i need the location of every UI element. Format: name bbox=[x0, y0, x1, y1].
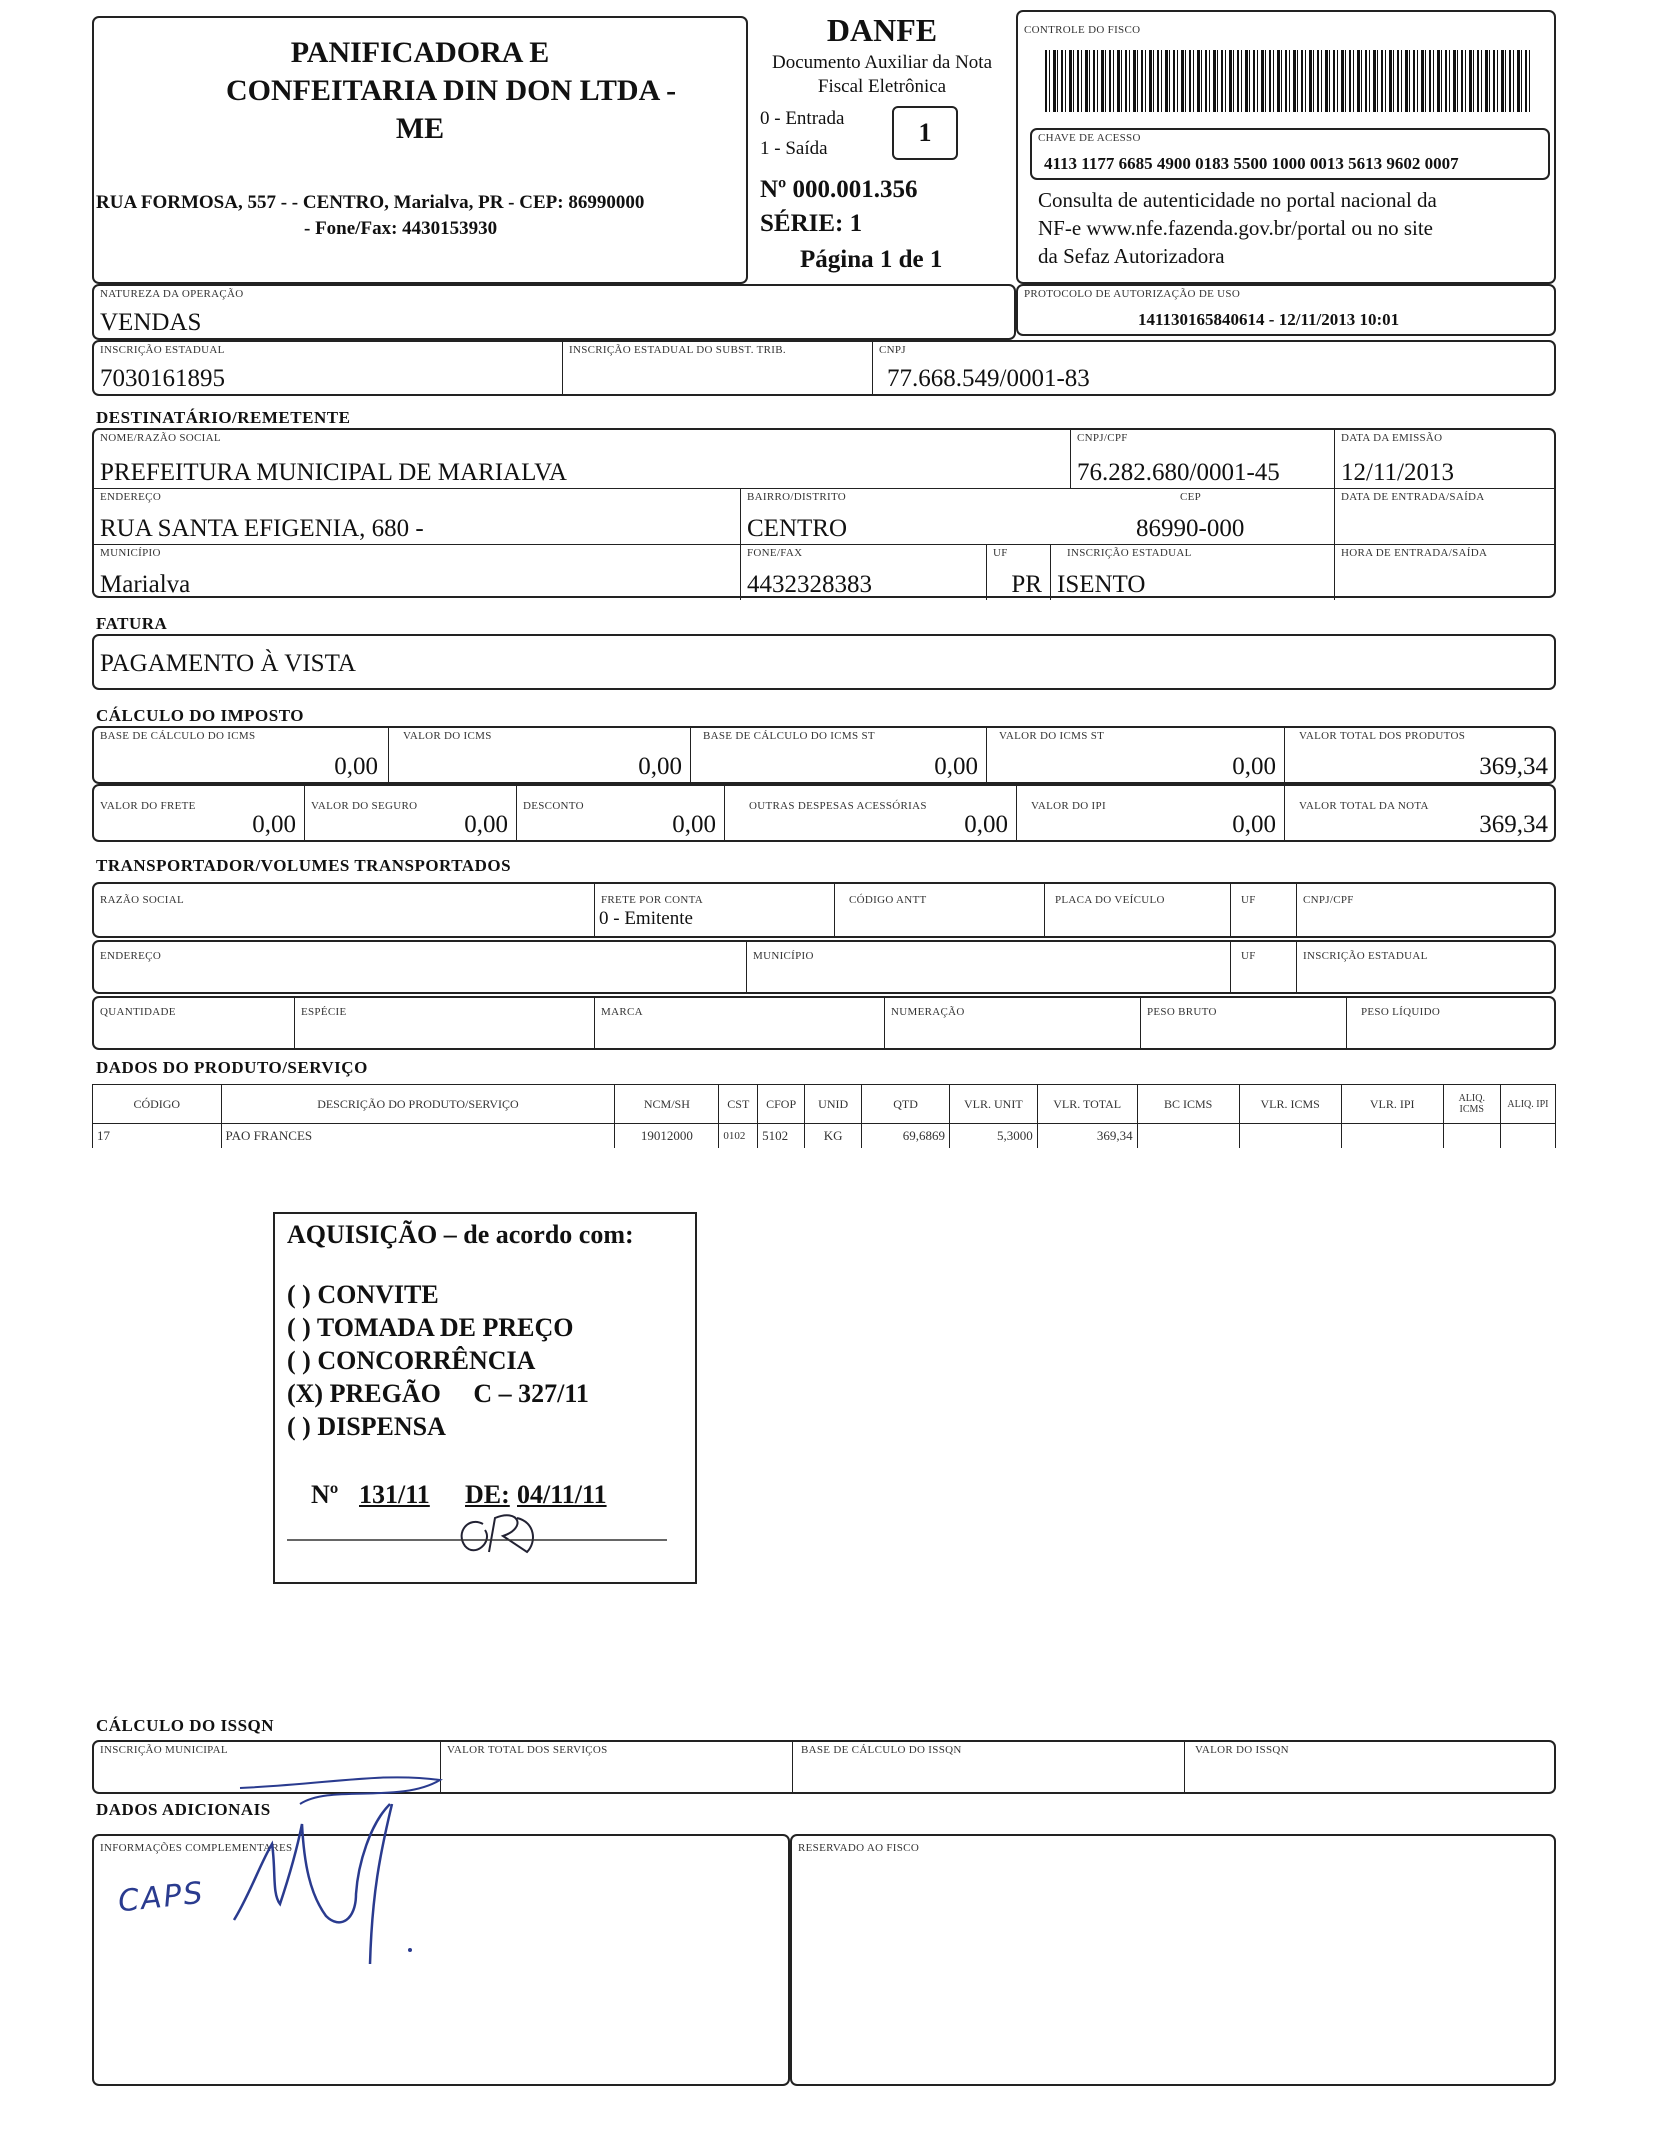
dest-uf-cell bbox=[986, 544, 1050, 600]
cell-cfop: 5102 bbox=[758, 1124, 805, 1149]
emitente-box bbox=[92, 16, 748, 284]
seguro-cell bbox=[304, 786, 516, 840]
dest-endereco-cell bbox=[94, 488, 740, 544]
ie-row bbox=[92, 340, 1556, 396]
frete-cell bbox=[94, 786, 304, 840]
fatura-section-title: FATURA bbox=[96, 614, 168, 633]
protocolo-box bbox=[1016, 284, 1556, 336]
col-ncm: NCM/SH bbox=[615, 1085, 719, 1124]
base-icms-label: BASE DE CÁLCULO DO ICMS bbox=[100, 730, 256, 742]
cell-ncm: 19012000 bbox=[615, 1124, 719, 1149]
transp-frete-value: 0 - Emitente bbox=[599, 908, 693, 929]
dest-emissao-cell bbox=[1334, 430, 1556, 488]
ie-label: INSCRIÇÃO ESTADUAL bbox=[100, 344, 225, 356]
transp-endereco-label: ENDEREÇO bbox=[100, 950, 162, 962]
col-unid: UNID bbox=[805, 1085, 862, 1124]
valor-icms-value: 0,00 bbox=[638, 753, 682, 780]
produtos-section-title: DADOS DO PRODUTO/SERVIÇO bbox=[96, 1058, 368, 1077]
table-row bbox=[93, 1124, 1556, 1149]
cnpj-label: CNPJ bbox=[879, 344, 906, 356]
transp-peso-liquido-label: PESO LÍQUIDO bbox=[1361, 1006, 1441, 1018]
issqn-total-label: VALOR TOTAL DOS SERVIÇOS bbox=[447, 1744, 608, 1756]
cell-descricao: PAO FRANCES bbox=[221, 1124, 615, 1149]
base-icms-st-value: 0,00 bbox=[934, 753, 978, 780]
dest-endereco-value: RUA SANTA EFIGENIA, 680 - bbox=[100, 515, 424, 542]
total-produtos-label: VALOR TOTAL DOS PRODUTOS bbox=[1299, 730, 1466, 742]
transp-peso-bruto-cell bbox=[1140, 998, 1346, 1048]
transp-ie-cell bbox=[1296, 942, 1556, 992]
stamp-initials-signature bbox=[445, 1502, 565, 1562]
base-icms-value: 0,00 bbox=[334, 753, 378, 780]
issqn-valor-label: VALOR DO ISSQN bbox=[1195, 1744, 1289, 1756]
issqn-valor-cell bbox=[1184, 1742, 1556, 1792]
natureza-value: VENDAS bbox=[100, 309, 202, 336]
dest-fone-label: FONE/FAX bbox=[747, 547, 803, 559]
dest-emissao-value: 12/11/2013 bbox=[1341, 459, 1454, 486]
total-produtos-cell bbox=[1284, 728, 1556, 782]
danfe-entrada: 0 - Entrada bbox=[760, 108, 845, 129]
dest-bairro-cell bbox=[740, 488, 1130, 544]
dest-hora-label: HORA DE ENTRADA/SAÍDA bbox=[1341, 547, 1488, 559]
barcode bbox=[1045, 50, 1531, 112]
danfe-pagina: Página 1 de 1 bbox=[800, 246, 943, 273]
col-cfop: CFOP bbox=[758, 1085, 805, 1124]
stamp-numero-label: Nº bbox=[311, 1480, 339, 1509]
dest-nome-value: PREFEITURA MUNICIPAL DE MARIALVA bbox=[100, 459, 567, 486]
transp-especie-label: ESPÉCIE bbox=[301, 1006, 347, 1018]
cell-vlr-total: 369,34 bbox=[1037, 1124, 1137, 1149]
danfe-box bbox=[748, 12, 1016, 284]
danfe-subtitle2: Fiscal Eletrônica bbox=[817, 76, 947, 97]
dest-ie-value: ISENTO bbox=[1057, 571, 1146, 598]
col-descricao: DESCRIÇÃO DO PRODUTO/SERVIÇO bbox=[221, 1085, 615, 1124]
base-icms-st-label: BASE DE CÁLCULO DO ICMS ST bbox=[703, 730, 875, 742]
destinatario-section-title: DESTINATÁRIO/REMETENTE bbox=[96, 408, 351, 427]
chave-acesso-box bbox=[1030, 128, 1550, 180]
dest-uf-label: UF bbox=[993, 547, 1008, 559]
cell-cst: 0102 bbox=[719, 1124, 758, 1149]
signature bbox=[180, 1744, 600, 2004]
dest-bairro-label: BAIRRO/DISTRITO bbox=[747, 491, 847, 503]
ipi-cell bbox=[1016, 786, 1284, 840]
issqn-im-label: INSCRIÇÃO MUNICIPAL bbox=[100, 1744, 228, 1756]
dest-nome-label: NOME/RAZÃO SOCIAL bbox=[100, 432, 221, 444]
danfe-title: DANFE bbox=[826, 12, 938, 48]
consulta-line2: NF-e www.nfe.fazenda.gov.br/portal ou no site bbox=[1038, 216, 1433, 240]
dest-fone-value: 4432328383 bbox=[747, 571, 872, 598]
transp-uf2-label: UF bbox=[1241, 950, 1256, 962]
ie-cell bbox=[94, 342, 562, 394]
cell-codigo: 17 bbox=[93, 1124, 222, 1149]
dest-cep-value: 86990-000 bbox=[1136, 515, 1245, 542]
stamp-signature-line bbox=[287, 1538, 687, 1542]
total-nota-value: 369,34 bbox=[1479, 811, 1548, 838]
natureza-box bbox=[92, 284, 1016, 340]
valor-icms-st-value: 0,00 bbox=[1232, 753, 1276, 780]
frete-label: VALOR DO FRETE bbox=[100, 800, 196, 812]
cell-bc-icms bbox=[1137, 1124, 1239, 1149]
dest-municipio-label: MUNICÍPIO bbox=[100, 547, 161, 559]
transp-ie-label: INSCRIÇÃO ESTADUAL bbox=[1303, 950, 1428, 962]
frete-value: 0,00 bbox=[252, 811, 296, 838]
col-vlr-total: VLR. TOTAL bbox=[1037, 1085, 1137, 1124]
protocolo-value: 141130165840614 - 12/11/2013 10:01 bbox=[1138, 310, 1400, 329]
cell-vlr-ipi bbox=[1341, 1124, 1443, 1149]
col-qtd: QTD bbox=[862, 1085, 950, 1124]
emitente-name-line2: CONFEITARIA DIN DON LTDA - bbox=[226, 74, 677, 107]
valor-icms-st-label: VALOR DO ICMS ST bbox=[999, 730, 1105, 742]
issqn-base-label: BASE DE CÁLCULO DO ISSQN bbox=[801, 1744, 962, 1756]
ie-st-label: INSCRIÇÃO ESTADUAL DO SUBST. TRIB. bbox=[569, 344, 786, 356]
transp-row2 bbox=[92, 940, 1556, 994]
produtos-header-row bbox=[93, 1085, 1556, 1124]
dest-endereco-label: ENDEREÇO bbox=[100, 491, 162, 503]
transp-frete-cell bbox=[594, 884, 834, 936]
transp-numeracao-label: NUMERAÇÃO bbox=[891, 1006, 965, 1018]
transp-placa-label: PLACA DO VEÍCULO bbox=[1055, 894, 1165, 906]
emitente-address-line2: - Fone/Fax: 4430153930 bbox=[304, 218, 498, 239]
issqn-base-cell bbox=[792, 1742, 1184, 1792]
transp-municipio-cell bbox=[746, 942, 1230, 992]
cell-aliq-icms bbox=[1443, 1124, 1500, 1149]
transp-row3 bbox=[92, 996, 1556, 1050]
stamp-concorrencia: ( ) CONCORRÊNCIA bbox=[287, 1346, 536, 1375]
transp-peso-liquido-cell bbox=[1346, 998, 1556, 1048]
col-vlr-icms: VLR. ICMS bbox=[1239, 1085, 1341, 1124]
emitente-name-line3: ME bbox=[395, 112, 445, 145]
fatura-box bbox=[92, 634, 1556, 690]
valor-icms-label: VALOR DO ICMS bbox=[403, 730, 492, 742]
transp-cnpj-cell bbox=[1296, 884, 1556, 936]
reservado-fisco-box bbox=[790, 1834, 1556, 2086]
col-aliq-icms: ALIQ. ICMS bbox=[1443, 1085, 1500, 1124]
cnpj-cell bbox=[872, 342, 1556, 394]
dest-municipio-value: Marialva bbox=[100, 571, 191, 598]
transportador-section-title: TRANSPORTADOR/VOLUMES TRANSPORTADOS bbox=[96, 856, 512, 875]
transp-marca-label: MARCA bbox=[601, 1006, 643, 1018]
emitente-address-line1: RUA FORMOSA, 557 - - CENTRO, Marialva, PR - CEP: 86990000 bbox=[96, 192, 645, 213]
transp-numeracao-cell bbox=[884, 998, 1140, 1048]
desconto-value: 0,00 bbox=[672, 811, 716, 838]
transp-cnpj-label: CNPJ/CPF bbox=[1303, 894, 1354, 906]
total-nota-label: VALOR TOTAL DA NOTA bbox=[1299, 800, 1429, 812]
ipi-value: 0,00 bbox=[1232, 811, 1276, 838]
dest-hora-cell bbox=[1334, 544, 1556, 600]
dest-emissao-label: DATA DA EMISSÃO bbox=[1341, 432, 1443, 444]
transp-placa-cell bbox=[1044, 884, 1230, 936]
transp-row1 bbox=[92, 882, 1556, 938]
chave-acesso-value: 4113 1177 6685 4900 0183 5500 1000 0013 5613 9602 0007 bbox=[1044, 154, 1459, 173]
danfe-numero: Nº 000.001.356 bbox=[760, 176, 918, 203]
consulta-line1: Consulta de autenticidade no portal nacional da bbox=[1038, 188, 1437, 212]
cell-vlr-icms bbox=[1239, 1124, 1341, 1149]
reservado-fisco-label: RESERVADO AO FISCO bbox=[798, 1842, 920, 1854]
dest-ie-label: INSCRIÇÃO ESTADUAL bbox=[1067, 547, 1192, 559]
cell-vlr-unit: 5,3000 bbox=[949, 1124, 1037, 1149]
dest-entrada-saida-cell bbox=[1334, 488, 1556, 544]
handwritten-caps: CAPS bbox=[116, 1875, 207, 1920]
transp-endereco-cell bbox=[94, 942, 746, 992]
transp-uf2-cell bbox=[1230, 942, 1296, 992]
controle-fisco-label: CONTROLE DO FISCO bbox=[1024, 24, 1141, 36]
dest-cnpj-label: CNPJ/CPF bbox=[1077, 432, 1128, 444]
dest-cep-label: CEP bbox=[1180, 491, 1202, 503]
natureza-label: NATUREZA DA OPERAÇÃO bbox=[100, 288, 244, 300]
imposto-row1 bbox=[92, 726, 1556, 784]
dest-bairro-value: CENTRO bbox=[747, 515, 847, 542]
stamp-data: 04/11/11 bbox=[517, 1480, 607, 1509]
transp-razao-cell bbox=[94, 884, 594, 936]
fatura-value: PAGAMENTO À VISTA bbox=[100, 650, 356, 677]
col-vlr-unit: VLR. UNIT bbox=[949, 1085, 1037, 1124]
dest-uf-value: PR bbox=[1011, 571, 1042, 598]
outras-value: 0,00 bbox=[964, 811, 1008, 838]
outras-label: OUTRAS DESPESAS ACESSÓRIAS bbox=[749, 800, 927, 812]
col-bc-icms: BC ICMS bbox=[1137, 1085, 1239, 1124]
cell-unid: KG bbox=[805, 1124, 862, 1149]
seguro-label: VALOR DO SEGURO bbox=[311, 800, 418, 812]
emitente-name-line1: PANIFICADORA E bbox=[290, 36, 550, 69]
stamp-convite: ( ) CONVITE bbox=[287, 1280, 439, 1309]
transp-antt-label: CÓDIGO ANTT bbox=[849, 894, 927, 906]
transp-marca-cell bbox=[594, 998, 884, 1048]
transp-frete-label: FRETE POR CONTA bbox=[601, 894, 704, 906]
dest-entrada-saida-label: DATA DE ENTRADA/SAÍDA bbox=[1341, 491, 1485, 503]
stamp-de-label: DE: bbox=[465, 1480, 510, 1509]
stamp-dispensa: ( ) DISPENSA bbox=[287, 1412, 446, 1441]
desconto-label: DESCONTO bbox=[523, 800, 584, 812]
adicionais-section-title: DADOS ADICIONAIS bbox=[96, 1800, 271, 1819]
desconto-cell bbox=[516, 786, 724, 840]
base-icms-cell bbox=[94, 728, 388, 782]
imposto-section-title: CÁLCULO DO IMPOSTO bbox=[96, 706, 304, 725]
transp-especie-cell bbox=[294, 998, 594, 1048]
stamp-pregao: (X) PREGÃO C – 327/11 bbox=[287, 1379, 589, 1408]
transp-quantidade-label: QUANTIDADE bbox=[100, 1006, 176, 1018]
cell-qtd: 69,6869 bbox=[862, 1124, 950, 1149]
transp-antt-cell bbox=[834, 884, 1044, 936]
danfe-serie: SÉRIE: 1 bbox=[760, 210, 863, 237]
transp-peso-bruto-label: PESO BRUTO bbox=[1147, 1006, 1217, 1018]
stamp-title: AQUISIÇÃO – de acordo com: bbox=[287, 1220, 634, 1249]
base-icms-st-cell bbox=[690, 728, 986, 782]
total-nota-cell bbox=[1284, 786, 1556, 840]
cell-aliq-ipi bbox=[1500, 1124, 1555, 1149]
dest-ie-cell bbox=[1050, 544, 1334, 600]
ie-value: 7030161895 bbox=[100, 365, 225, 392]
transp-quantidade-cell bbox=[94, 998, 294, 1048]
dest-cep-cell bbox=[1130, 488, 1334, 544]
info-complementares-label: INFORMAÇÕES COMPLEMENTARES bbox=[100, 1842, 293, 1854]
produtos-table bbox=[92, 1084, 1556, 1148]
destinatario-box bbox=[92, 428, 1556, 598]
valor-icms-cell bbox=[388, 728, 690, 782]
dest-fone-cell bbox=[740, 544, 986, 600]
danfe-subtitle1: Documento Auxiliar da Nota bbox=[771, 52, 993, 73]
col-cst: CST bbox=[719, 1085, 758, 1124]
total-produtos-value: 369,34 bbox=[1479, 753, 1548, 780]
aquisicao-stamp bbox=[273, 1212, 697, 1584]
protocolo-label: PROTOCOLO DE AUTORIZAÇÃO DE USO bbox=[1024, 288, 1241, 300]
cnpj-value: 77.668.549/0001-83 bbox=[887, 365, 1090, 392]
transp-uf-cell bbox=[1230, 884, 1296, 936]
col-aliq-ipi: ALIQ. IPI bbox=[1500, 1085, 1555, 1124]
danfe-tipo-box: 1 bbox=[892, 106, 958, 160]
transp-municipio-label: MUNICÍPIO bbox=[753, 950, 814, 962]
issqn-section-title: CÁLCULO DO ISSQN bbox=[96, 1716, 275, 1735]
imposto-row2 bbox=[92, 784, 1556, 842]
seguro-value: 0,00 bbox=[464, 811, 508, 838]
col-vlr-ipi: VLR. IPI bbox=[1341, 1085, 1443, 1124]
outras-cell bbox=[724, 786, 1016, 840]
transp-razao-label: RAZÃO SOCIAL bbox=[100, 894, 184, 906]
dest-municipio-cell bbox=[94, 544, 740, 600]
dest-cnpj-value: 76.282.680/0001-45 bbox=[1077, 459, 1280, 486]
chave-acesso-label: CHAVE DE ACESSO bbox=[1038, 132, 1141, 144]
consulta-line3: da Sefaz Autorizadora bbox=[1038, 244, 1225, 268]
stamp-numero: 131/11 bbox=[359, 1480, 430, 1509]
dest-nome-cell bbox=[94, 430, 1070, 488]
valor-icms-st-cell bbox=[986, 728, 1284, 782]
ie-st-cell bbox=[562, 342, 872, 394]
ipi-label: VALOR DO IPI bbox=[1031, 800, 1106, 812]
dest-cnpj-cell bbox=[1070, 430, 1334, 488]
danfe-saida: 1 - Saída bbox=[760, 138, 828, 159]
stamp-tomada: ( ) TOMADA DE PREÇO bbox=[287, 1313, 574, 1342]
col-codigo: CÓDIGO bbox=[93, 1085, 222, 1124]
transp-uf-label: UF bbox=[1241, 894, 1256, 906]
